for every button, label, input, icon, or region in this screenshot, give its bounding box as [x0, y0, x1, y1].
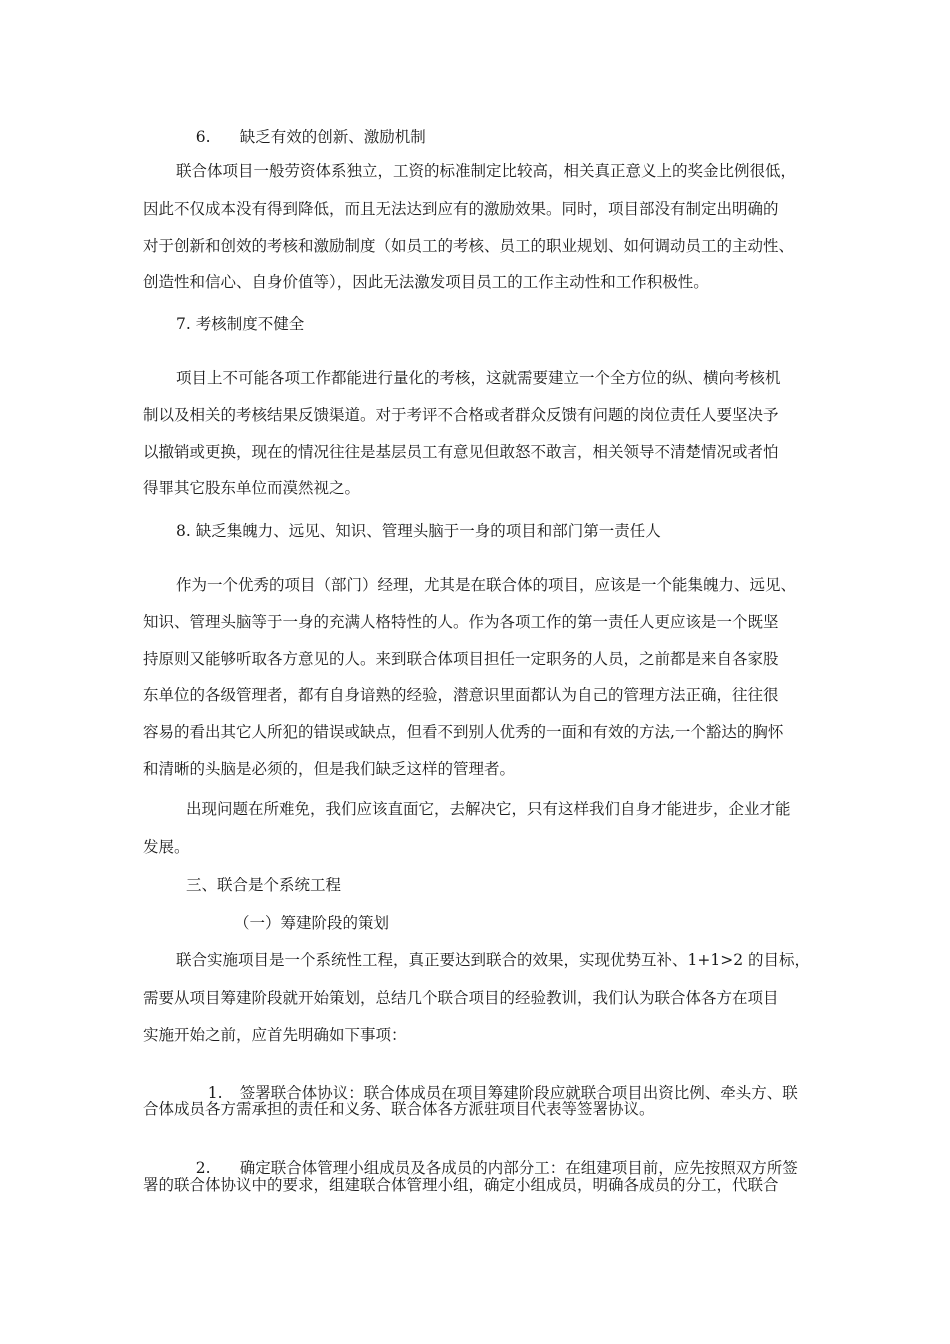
paragraph-line: 制以及相关的考核结果反馈渠道。对于考评不合格或者群众反馈有问题的岗位责任人要坚决予	[143, 406, 779, 424]
paragraph-line: 容易的看出其它人所犯的错误或缺点，但看不到别人优秀的一面和有效的方法,一个豁达的胸怀	[143, 723, 784, 741]
paragraph-line: 东单位的各级管理者，都有自身谙熟的经验，潜意识里面都认为自己的管理方法正确，往往很	[143, 686, 779, 704]
list-item-continuation: 署的联合体协议中的要求，组建联合体管理小组，确定小组成员，明确各成员的分工，代联合	[143, 1176, 779, 1194]
heading-6-number: 6.	[195, 128, 211, 146]
paragraph-line: 和清晰的头脑是必须的，但是我们缺乏这样的管理者。	[143, 760, 516, 778]
list-item-text: 签署联合体协议：联合体成员在项目筹建阶段应就联合项目出资比例、牵头方、联	[239, 1084, 798, 1102]
paragraph-line: 项目上不可能各项工作都能进行量化的考核，这就需要建立一个全方位的纵、横向考核机	[176, 369, 781, 387]
heading-8: 8. 缺乏集魄力、远见、知识、管理头脑于一身的项目和部门第一责任人	[176, 522, 661, 540]
paragraph-line: 因此不仅成本没有得到降低，而且无法达到应有的激励效果。同时，项目部没有制定出明确的	[143, 200, 779, 218]
section-heading: 三、联合是个系统工程	[186, 876, 342, 894]
paragraph-line: 实施开始之前，应首先明确如下事项：	[143, 1026, 407, 1044]
list-item-continuation: 合体成员各方需承担的责任和义务、联合体各方派驻项目代表等签署协议。	[143, 1100, 655, 1118]
paragraph-line: 以撤销或更换，现在的情况往往是基层员工有意见但敢怒不敢言，相关领导不清楚情况或者怕	[143, 443, 779, 461]
heading-6-title: 缺乏有效的创新、激励机制	[239, 128, 426, 146]
paragraph-line: 创造性和信心、自身价值等），因此无法激发项目员工的工作主动性和工作积极性。	[143, 273, 709, 291]
paragraph-line: 需要从项目筹建阶段就开始策划，总结几个联合项目的经验教训，我们认为联合体各方在项目	[143, 989, 779, 1007]
heading-7: 7. 考核制度不健全	[176, 315, 305, 333]
paragraph-line: 出现问题在所难免，我们应该直面它，去解决它，只有这样我们自身才能进步，企业才能	[186, 800, 791, 818]
paragraph-line: 作为一个优秀的项目（部门）经理，尤其是在联合体的项目，应该是一个能集魄力、远见、	[176, 576, 797, 594]
list-item-text: 确定联合体管理小组成员及各成员的内部分工：在组建项目前，应先按照双方所签	[239, 1159, 798, 1177]
paragraph-line: 知识、管理头脑等于一身的充满人格特性的人。作为各项工作的第一责任人更应该是一个既坚	[143, 613, 779, 631]
heading-6	[176, 107, 426, 167]
paragraph-line: 联合体项目一般劳资体系独立，工资的标准制定比较高，相关真正意义上的奖金比例很低，	[176, 162, 797, 180]
paragraph-line: 得罪其它股东单位而漠然视之。	[143, 479, 361, 497]
paragraph-line: 联合实施项目是一个系统性工程，真正要达到联合的效果，实现优势互补、1+1>2 的目标，	[176, 951, 810, 969]
subsection-heading: （一）筹建阶段的策划	[234, 914, 390, 932]
paragraph-line: 对于创新和创效的考核和激励制度（如员工的考核、员工的职业规划、如何调动员工的主动性、	[143, 237, 795, 255]
list-item-number: 1.	[207, 1084, 223, 1102]
list-item-number: 2.	[195, 1159, 211, 1177]
paragraph-line: 发展。	[143, 838, 190, 856]
paragraph-line: 持原则又能够听取各方意见的人。来到联合体项目担任一定职务的人员，之前都是来自各家股	[143, 650, 779, 668]
